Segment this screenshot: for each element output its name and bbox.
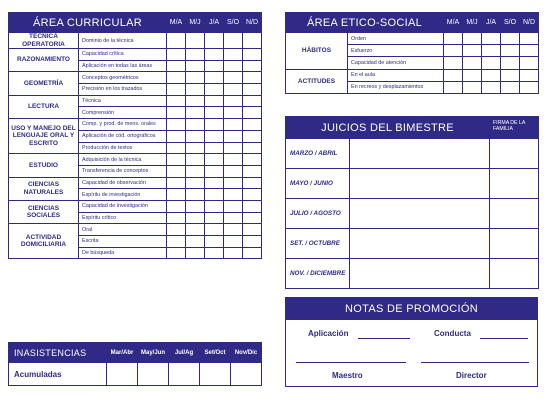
- grade-cell[interactable]: [482, 33, 501, 45]
- month-header: Nov/Dic: [231, 343, 262, 363]
- grade-cell[interactable]: [186, 95, 205, 107]
- grade-cell[interactable]: [167, 95, 186, 107]
- grade-cell[interactable]: [205, 84, 224, 96]
- item-row: [9, 95, 262, 107]
- grade-cell[interactable]: [167, 224, 186, 236]
- grade-cell[interactable]: [463, 81, 482, 93]
- grade-cell[interactable]: [186, 200, 205, 212]
- criterion-label: En el aula: [348, 69, 444, 81]
- director-signature-line: [421, 362, 529, 363]
- grade-cell[interactable]: [205, 177, 224, 189]
- notas-box: [285, 297, 538, 387]
- grade-cell[interactable]: [520, 33, 539, 45]
- absence-cell[interactable]: [169, 363, 200, 386]
- grade-cell[interactable]: [205, 247, 224, 259]
- grade-cell[interactable]: [186, 119, 205, 131]
- grade-cell[interactable]: [224, 224, 243, 236]
- grade-cell[interactable]: [444, 45, 463, 57]
- area-label: HÁBITOS: [286, 33, 348, 70]
- grade-cell[interactable]: [205, 224, 224, 236]
- firma-cell[interactable]: [490, 169, 539, 199]
- criterion-label: Oral: [79, 224, 167, 236]
- criterion-label: En recreos y desplazamientos: [348, 81, 444, 93]
- grade-cell[interactable]: [205, 130, 224, 142]
- area-label: RAZONAMIENTO: [9, 49, 79, 72]
- grade-cell[interactable]: [224, 177, 243, 189]
- grade-cell[interactable]: [205, 60, 224, 72]
- item-row: [286, 33, 539, 45]
- grade-cell[interactable]: [186, 212, 205, 224]
- grade-cell[interactable]: [205, 142, 224, 154]
- criterion-label: Capacidad de investigación: [79, 200, 167, 212]
- grade-cell[interactable]: [243, 154, 262, 166]
- grade-cell[interactable]: [205, 212, 224, 224]
- curricular-title: ÁREA CURRICULAR: [9, 13, 167, 33]
- criterion-label: Precisión en los trazados: [79, 84, 167, 96]
- period-label: JULIO / AGOSTO: [286, 199, 350, 229]
- item-row: [9, 49, 262, 61]
- grade-cell[interactable]: [463, 33, 482, 45]
- grade-cell[interactable]: [243, 142, 262, 154]
- period-row: [286, 229, 539, 259]
- col-header: S/O: [501, 13, 520, 33]
- grade-cell[interactable]: [224, 189, 243, 201]
- juicio-cell[interactable]: [350, 229, 490, 259]
- grade-cell[interactable]: [186, 177, 205, 189]
- juicio-cell[interactable]: [350, 169, 490, 199]
- aplicacion-line: [358, 338, 410, 339]
- period-row: [286, 199, 539, 229]
- period-row: [286, 139, 539, 169]
- item-row: [9, 33, 262, 49]
- col-header: N/D: [243, 13, 262, 33]
- month-header: Set/Oct: [200, 343, 231, 363]
- criterion-label: De búsqueda: [79, 247, 167, 259]
- grade-cell[interactable]: [520, 81, 539, 93]
- grade-cell[interactable]: [444, 57, 463, 69]
- grade-cell[interactable]: [463, 45, 482, 57]
- period-label: MAYO / JUNIO: [286, 169, 350, 199]
- grade-cell[interactable]: [444, 69, 463, 81]
- grade-cell[interactable]: [224, 33, 243, 49]
- col-header: M/J: [186, 13, 205, 33]
- grade-cell[interactable]: [167, 33, 186, 49]
- criterion-label: Dominio de la técnica: [79, 33, 167, 49]
- conducta-line: [480, 338, 528, 339]
- grade-cell[interactable]: [186, 60, 205, 72]
- grade-cell[interactable]: [186, 33, 205, 49]
- area-label: ACTITUDES: [286, 69, 348, 93]
- grade-cell[interactable]: [501, 81, 520, 93]
- col-header: M/A: [444, 13, 463, 33]
- grade-cell[interactable]: [205, 154, 224, 166]
- grade-cell[interactable]: [243, 107, 262, 119]
- area-label: TÉCNICA OPERATORIA: [9, 33, 79, 49]
- absence-cell[interactable]: [200, 363, 231, 386]
- juicio-cell[interactable]: [350, 199, 490, 229]
- grade-cell[interactable]: [520, 57, 539, 69]
- grade-cell[interactable]: [501, 69, 520, 81]
- grade-cell[interactable]: [186, 142, 205, 154]
- grade-cell[interactable]: [205, 119, 224, 131]
- firma-header: FIRMA DE LA FAMILIA: [490, 117, 539, 139]
- item-row: [9, 177, 262, 189]
- period-label: SET. / OCTUBRE: [286, 229, 350, 259]
- grade-cell[interactable]: [205, 107, 224, 119]
- criterion-label: Conceptos geométricos: [79, 72, 167, 84]
- grade-cell[interactable]: [444, 33, 463, 45]
- grade-cell[interactable]: [205, 165, 224, 177]
- grade-cell[interactable]: [167, 247, 186, 259]
- grade-cell[interactable]: [167, 119, 186, 131]
- grade-cell[interactable]: [167, 165, 186, 177]
- grade-cell[interactable]: [186, 189, 205, 201]
- grade-cell[interactable]: [243, 165, 262, 177]
- grade-cell[interactable]: [205, 72, 224, 84]
- col-header: J/A: [205, 13, 224, 33]
- grade-cell[interactable]: [167, 130, 186, 142]
- grade-cell[interactable]: [243, 130, 262, 142]
- period-label: MARZO / ABRIL: [286, 139, 350, 169]
- criterion-label: Técnica: [79, 95, 167, 107]
- criterion-label: Aplicación de cód. ortográficos: [79, 130, 167, 142]
- inasistencias-title: INASISTENCIAS: [9, 343, 107, 363]
- grade-cell[interactable]: [224, 60, 243, 72]
- col-header: N/D: [520, 13, 539, 33]
- grade-cell[interactable]: [482, 81, 501, 93]
- grade-cell[interactable]: [167, 236, 186, 248]
- grade-cell[interactable]: [501, 33, 520, 45]
- grade-cell[interactable]: [205, 49, 224, 61]
- grade-cell[interactable]: [186, 130, 205, 142]
- grade-cell[interactable]: [167, 60, 186, 72]
- grade-cell[interactable]: [205, 33, 224, 49]
- criterion-label: Capacidad de observación: [79, 177, 167, 189]
- grade-cell[interactable]: [205, 189, 224, 201]
- aplicacion-label: Aplicación: [308, 329, 349, 338]
- criterion-label: Capacidad de atención: [348, 57, 444, 69]
- grade-cell[interactable]: [243, 84, 262, 96]
- grade-cell[interactable]: [205, 236, 224, 248]
- conducta-label: Conducta: [434, 329, 471, 338]
- grade-cell[interactable]: [186, 236, 205, 248]
- grade-cell[interactable]: [186, 165, 205, 177]
- grade-cell[interactable]: [186, 224, 205, 236]
- maestro-label: Maestro: [332, 371, 363, 380]
- inasistencias-table: [8, 342, 262, 386]
- grade-cell[interactable]: [224, 84, 243, 96]
- col-header: J/A: [482, 13, 501, 33]
- grade-cell[interactable]: [224, 130, 243, 142]
- grade-cell[interactable]: [463, 57, 482, 69]
- grade-cell[interactable]: [186, 107, 205, 119]
- grade-cell[interactable]: [167, 154, 186, 166]
- grade-cell[interactable]: [243, 33, 262, 49]
- grade-cell[interactable]: [167, 189, 186, 201]
- grade-cell[interactable]: [444, 81, 463, 93]
- grade-cell[interactable]: [224, 212, 243, 224]
- item-row: [9, 154, 262, 166]
- grade-cell[interactable]: [167, 49, 186, 61]
- criterion-label: Aplicación en todas las áreas: [79, 60, 167, 72]
- grade-cell[interactable]: [167, 200, 186, 212]
- grade-cell[interactable]: [167, 107, 186, 119]
- grade-cell[interactable]: [463, 69, 482, 81]
- grade-cell[interactable]: [243, 177, 262, 189]
- month-header: May/Jun: [138, 343, 169, 363]
- grade-cell[interactable]: [205, 200, 224, 212]
- grade-cell[interactable]: [224, 165, 243, 177]
- grade-cell[interactable]: [482, 57, 501, 69]
- grade-cell[interactable]: [501, 57, 520, 69]
- criterion-label: Transferencia de conceptos: [79, 165, 167, 177]
- juicios-title: JUICIOS DEL BIMESTRE: [286, 117, 490, 139]
- grade-cell[interactable]: [243, 72, 262, 84]
- grade-cell[interactable]: [501, 45, 520, 57]
- grade-cell[interactable]: [224, 142, 243, 154]
- grade-cell[interactable]: [205, 95, 224, 107]
- grade-cell[interactable]: [167, 72, 186, 84]
- criterion-label: Espíritu crítico: [79, 212, 167, 224]
- criterion-label: Capacidad crítica: [79, 49, 167, 61]
- col-header: M/A: [167, 13, 186, 33]
- curricular-table: [8, 12, 262, 259]
- item-row: [286, 69, 539, 81]
- criterion-label: Adquisición de la técnica: [79, 154, 167, 166]
- grade-cell[interactable]: [167, 84, 186, 96]
- grade-cell[interactable]: [243, 95, 262, 107]
- grade-cell[interactable]: [243, 224, 262, 236]
- firma-cell[interactable]: [490, 259, 539, 289]
- juicio-cell[interactable]: [350, 259, 490, 289]
- criterion-label: Escrita: [79, 236, 167, 248]
- grade-cell[interactable]: [186, 49, 205, 61]
- absence-cell[interactable]: [107, 363, 138, 386]
- grade-cell[interactable]: [243, 189, 262, 201]
- month-header: Jul/Ag: [169, 343, 200, 363]
- grade-cell[interactable]: [243, 247, 262, 259]
- grade-cell[interactable]: [224, 247, 243, 259]
- grade-cell[interactable]: [224, 200, 243, 212]
- grade-cell[interactable]: [243, 212, 262, 224]
- etico-title: ÁREA ETICO-SOCIAL: [286, 13, 444, 33]
- grade-cell[interactable]: [186, 154, 205, 166]
- area-label: GEOMETRÍA: [9, 72, 79, 95]
- item-row: [9, 72, 262, 84]
- grade-cell[interactable]: [186, 84, 205, 96]
- grade-cell[interactable]: [224, 95, 243, 107]
- grade-cell[interactable]: [224, 107, 243, 119]
- period-row: [286, 169, 539, 199]
- criterion-label: Producción de textos: [79, 142, 167, 154]
- month-header: Mar/Abr: [107, 343, 138, 363]
- area-label: USO Y MANEJO DEL LENGUAJE ORAL Y ESCRITO: [9, 119, 79, 154]
- juicios-table: [285, 116, 539, 289]
- firma-cell[interactable]: [490, 139, 539, 169]
- grade-cell[interactable]: [224, 236, 243, 248]
- absence-cell[interactable]: [231, 363, 262, 386]
- grade-cell[interactable]: [243, 60, 262, 72]
- grade-cell[interactable]: [224, 49, 243, 61]
- grade-cell[interactable]: [224, 154, 243, 166]
- period-row: [286, 259, 539, 289]
- area-label: LECTURA: [9, 95, 79, 118]
- grade-cell[interactable]: [482, 45, 501, 57]
- item-row: [9, 119, 262, 131]
- grade-cell[interactable]: [243, 49, 262, 61]
- item-row: [9, 224, 262, 236]
- grade-cell[interactable]: [520, 45, 539, 57]
- area-label: CIENCIAS SOCIALES: [9, 200, 79, 223]
- col-header: S/O: [224, 13, 243, 33]
- period-label: NOV. / DICIEMBRE: [286, 259, 350, 289]
- criterion-label: Comp. y prod. de mens. orales: [79, 119, 167, 131]
- area-label: CIENCIAS NATURALES: [9, 177, 79, 200]
- grade-cell[interactable]: [167, 142, 186, 154]
- area-label: ESTUDIO: [9, 154, 79, 177]
- grade-cell[interactable]: [224, 72, 243, 84]
- grade-cell[interactable]: [482, 69, 501, 81]
- item-row: [9, 200, 262, 212]
- grade-cell[interactable]: [243, 119, 262, 131]
- criterion-label: Espíritu de investigación: [79, 189, 167, 201]
- juicio-cell[interactable]: [350, 139, 490, 169]
- etico-table: [285, 12, 539, 94]
- criterion-label: Esfuerzo: [348, 45, 444, 57]
- firma-cell[interactable]: [490, 229, 539, 259]
- notas-title: NOTAS DE PROMOCIÓN: [286, 298, 537, 320]
- firma-cell[interactable]: [490, 199, 539, 229]
- criterion-label: Comprensión: [79, 107, 167, 119]
- grade-cell[interactable]: [186, 247, 205, 259]
- director-label: Director: [456, 371, 487, 380]
- grade-cell[interactable]: [186, 72, 205, 84]
- grade-cell[interactable]: [520, 69, 539, 81]
- col-header: M/J: [463, 13, 482, 33]
- grade-cell[interactable]: [243, 236, 262, 248]
- criterion-label: Orden: [348, 33, 444, 45]
- grade-cell[interactable]: [243, 200, 262, 212]
- maestro-signature-line: [296, 362, 406, 363]
- grade-cell[interactable]: [167, 177, 186, 189]
- absence-cell[interactable]: [138, 363, 169, 386]
- area-label: ACTIVIDAD DOMICILIARIA: [9, 224, 79, 259]
- grade-cell[interactable]: [224, 119, 243, 131]
- acumuladas-label: Acumuladas: [9, 363, 107, 386]
- grade-cell[interactable]: [167, 212, 186, 224]
